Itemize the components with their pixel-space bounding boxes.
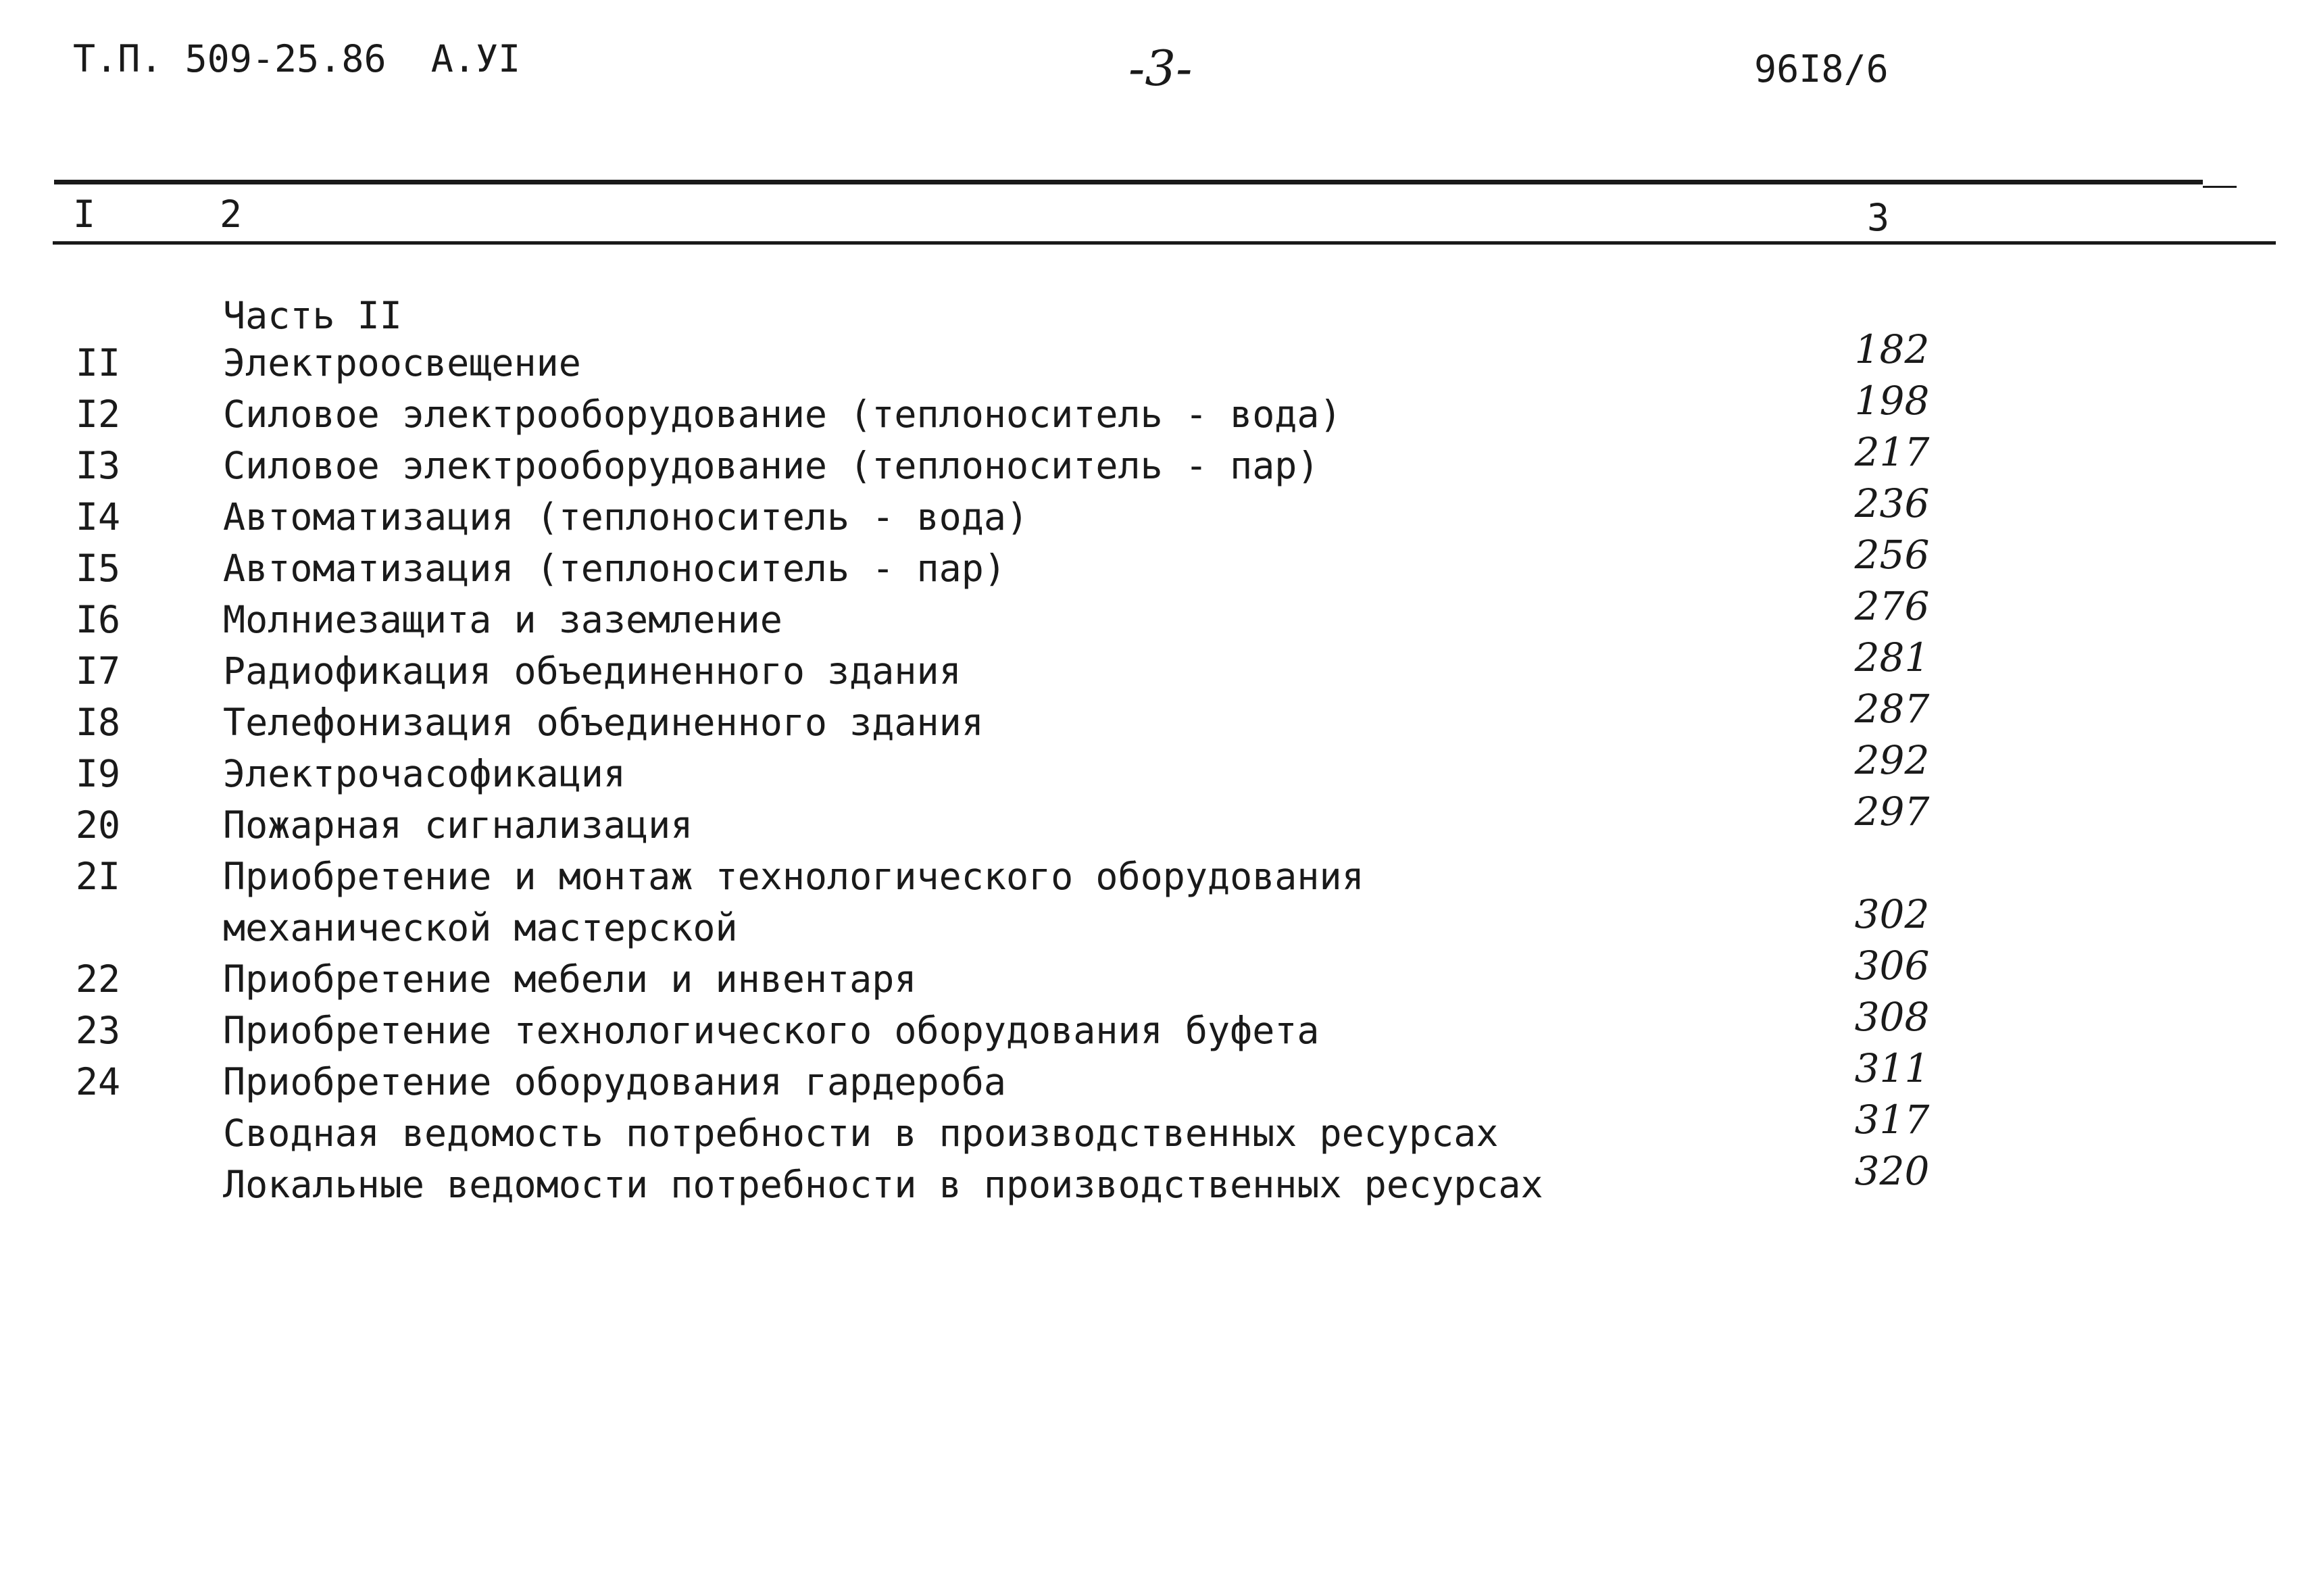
row-title: Силовое электрооборудование (теплоноситель - вода) bbox=[223, 393, 1342, 436]
row-page: 317 bbox=[1854, 1097, 1930, 1143]
row-title: Автоматизация (теплоноситель - пар) bbox=[223, 547, 1006, 590]
row-page: 302 bbox=[1854, 891, 1930, 937]
row-page: 306 bbox=[1854, 943, 1930, 989]
table-row bbox=[0, 1148, 2315, 1218]
page-number: -3- bbox=[1128, 40, 1193, 97]
table-top-rule bbox=[54, 180, 2203, 184]
table-row bbox=[0, 789, 2315, 858]
row-page: 276 bbox=[1854, 583, 1930, 629]
row-title: Электрочасофикация bbox=[223, 752, 626, 795]
column-header-number: I bbox=[73, 193, 96, 236]
row-title: Приобретение мебели и инвентаря bbox=[223, 957, 917, 1001]
row-number: I2 bbox=[75, 393, 121, 436]
document-code: Т.П. 509-25.86 А.УI bbox=[73, 37, 521, 80]
sheet-code: 96I8/6 bbox=[1754, 47, 1889, 91]
row-number: 2I bbox=[75, 855, 121, 898]
row-page: 182 bbox=[1854, 326, 1930, 372]
row-number: I5 bbox=[75, 547, 121, 590]
row-title: Приобретение оборудования гардероба bbox=[223, 1060, 1006, 1103]
row-title: Приобретение и монтаж технологического оборудования bbox=[223, 855, 1364, 898]
row-page: 236 bbox=[1854, 480, 1930, 526]
column-header-page: 3 bbox=[1867, 196, 1890, 239]
row-page: 198 bbox=[1854, 378, 1930, 424]
row-title-continuation: механической мастерской bbox=[223, 906, 738, 949]
row-page: 292 bbox=[1854, 737, 1930, 783]
row-title: Силовое электрооборудование (теплоноситель - пар) bbox=[223, 444, 1320, 487]
row-title: Электроосвещение bbox=[223, 341, 581, 384]
row-page: 308 bbox=[1854, 994, 1930, 1040]
row-page: 217 bbox=[1854, 429, 1930, 475]
row-page: 281 bbox=[1854, 634, 1930, 680]
row-number: I3 bbox=[75, 444, 121, 487]
row-page: 256 bbox=[1854, 532, 1930, 578]
row-number: I9 bbox=[75, 752, 121, 795]
table-row bbox=[0, 480, 2315, 550]
row-title: Автоматизация (теплоноситель - вода) bbox=[223, 495, 1029, 539]
part-title: Часть II bbox=[223, 294, 402, 337]
row-title: Молниезащита и заземление bbox=[223, 598, 782, 641]
table-row bbox=[0, 686, 2315, 755]
row-number: I7 bbox=[75, 649, 121, 693]
row-title: Телефонизация объединенного здания bbox=[223, 701, 984, 744]
table-row bbox=[0, 943, 2315, 1012]
table-row bbox=[0, 532, 2315, 601]
table-row bbox=[0, 737, 2315, 807]
row-title: Сводная ведомость потребности в производственных ресурсах bbox=[223, 1112, 1499, 1155]
row-page: 311 bbox=[1854, 1045, 1930, 1091]
row-page: 297 bbox=[1854, 789, 1930, 834]
table-row bbox=[0, 1045, 2315, 1115]
row-number: 22 bbox=[75, 957, 121, 1001]
row-number: I8 bbox=[75, 701, 121, 744]
table-top-rule-tail bbox=[2203, 186, 2237, 188]
table-row bbox=[0, 378, 2315, 447]
table-header-rule bbox=[53, 241, 2276, 245]
row-title: Локальные ведомости потребности в производственных ресурсах bbox=[223, 1163, 1543, 1206]
row-title: Пожарная сигнализация bbox=[223, 803, 693, 847]
row-number: 20 bbox=[75, 803, 121, 847]
table-row bbox=[0, 583, 2315, 653]
table-row bbox=[0, 634, 2315, 704]
row-number: II bbox=[75, 341, 121, 384]
row-number: 23 bbox=[75, 1009, 121, 1052]
column-header-title: 2 bbox=[220, 193, 243, 236]
table-row bbox=[0, 855, 2315, 949]
row-page: 287 bbox=[1854, 686, 1930, 732]
table-row bbox=[0, 326, 2315, 396]
row-number: 24 bbox=[75, 1060, 121, 1103]
table-row bbox=[0, 1097, 2315, 1166]
row-page: 320 bbox=[1854, 1148, 1930, 1194]
table-row bbox=[0, 429, 2315, 499]
row-title: Приобретение технологического оборудования буфета bbox=[223, 1009, 1320, 1052]
table-row bbox=[0, 994, 2315, 1064]
row-title: Радиофикация объединенного здания bbox=[223, 649, 962, 693]
row-number: I4 bbox=[75, 495, 121, 539]
row-number: I6 bbox=[75, 598, 121, 641]
